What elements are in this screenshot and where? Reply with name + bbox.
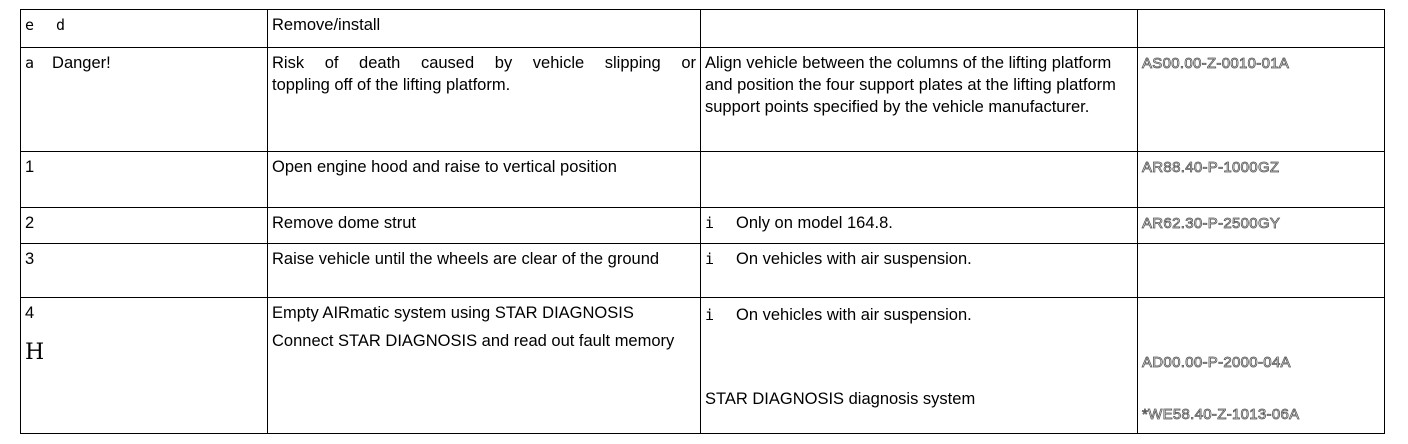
symbol-d: d <box>56 16 66 34</box>
danger-text-line1: Risk of death caused by vehicle slipping or <box>272 54 696 72</box>
table-row <box>21 244 1385 298</box>
step-note-cell <box>701 244 1138 298</box>
step-note: Only on model 164.8. <box>736 214 893 232</box>
substep-ref-link[interactable]: AD00.00-P-2000-04A <box>1142 354 1291 371</box>
danger-symbol: a <box>25 54 35 72</box>
step-note-cell <box>701 298 1138 434</box>
step-note-cell <box>701 152 1138 208</box>
step-text-cell <box>268 298 701 434</box>
info-icon: i <box>705 250 715 268</box>
step-ref-link[interactable]: AR88.40-P-1000GZ <box>1142 159 1280 176</box>
table-row <box>21 298 1385 434</box>
step-number-cell <box>21 298 268 434</box>
danger-label: Danger! <box>52 54 111 72</box>
danger-ref-link[interactable]: AS00.00-Z-0010-01A <box>1142 55 1290 72</box>
danger-ref-cell <box>1138 48 1385 152</box>
info-icon: i <box>705 214 715 232</box>
header-empty-cell <box>1138 10 1385 48</box>
header-symbols-cell <box>21 10 268 48</box>
danger-remedy: Align vehicle between the columns of the lifting platform and position the four support plates at the lifting platform support points specified by the vehicle manufacturer. <box>701 48 1138 152</box>
tool-ref-link[interactable]: *WE58.40-Z-1013-06A <box>1142 406 1300 423</box>
table-row <box>21 10 1385 48</box>
step-text: Empty AIRmatic system using STAR DIAGNOSIS <box>272 304 634 322</box>
step-ref-cell <box>1138 244 1385 298</box>
tool-name: STAR DIAGNOSIS diagnosis system <box>705 390 976 408</box>
step-number: 2 <box>21 208 268 244</box>
table-row <box>21 208 1385 244</box>
danger-text-line2: toppling off of the lifting platform. <box>272 76 511 94</box>
step-number: 1 <box>21 152 268 208</box>
procedure-table <box>20 9 1385 434</box>
step-ref-link[interactable]: AR62.30-P-2500GY <box>1142 215 1281 232</box>
symbol-e: e <box>25 16 35 34</box>
substep-text: Connect STAR DIAGNOSIS and read out fault memory <box>272 332 675 350</box>
step-number: 4 <box>25 304 35 322</box>
step-ref-cell <box>1138 298 1385 434</box>
substep-symbol: H <box>25 340 45 365</box>
danger-label-cell <box>21 48 268 152</box>
step-ref-cell <box>1138 208 1385 244</box>
header-title: Remove/install <box>268 10 701 48</box>
danger-text-cell <box>268 48 701 152</box>
step-text: Remove dome strut <box>268 208 701 244</box>
step-ref-cell <box>1138 152 1385 208</box>
header-empty-cell <box>701 10 1138 48</box>
step-note-cell <box>701 208 1138 244</box>
info-icon: i <box>705 306 715 324</box>
table-row <box>21 152 1385 208</box>
step-note: On vehicles with air suspension. <box>736 250 972 268</box>
step-text: Raise vehicle until the wheels are clear of the ground <box>268 244 701 298</box>
step-number: 3 <box>21 244 268 298</box>
table-row <box>21 48 1385 152</box>
step-text: Open engine hood and raise to vertical position <box>268 152 701 208</box>
step-note: On vehicles with air suspension. <box>736 306 972 324</box>
